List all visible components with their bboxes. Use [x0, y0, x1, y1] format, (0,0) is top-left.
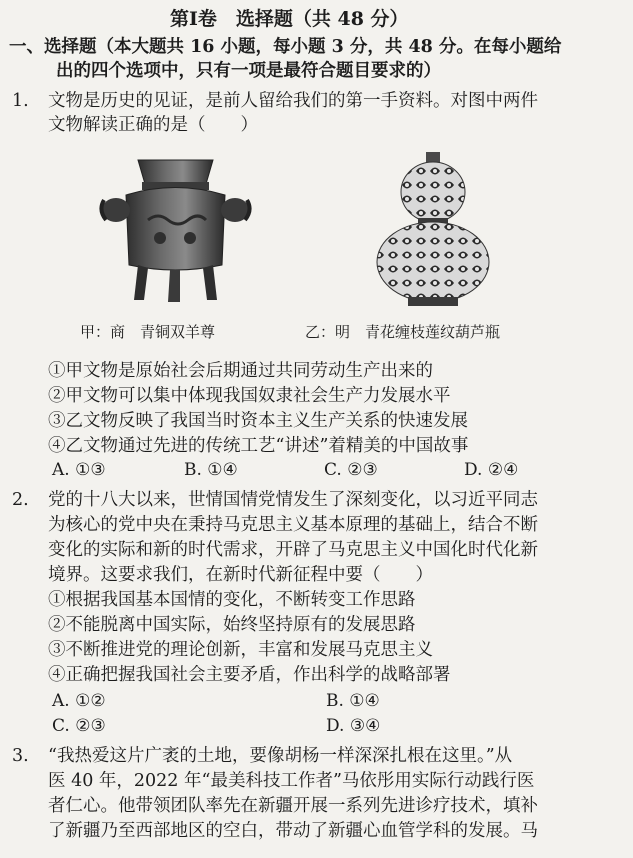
q1-number: 1.	[12, 91, 29, 111]
q2-number: 2.	[12, 490, 29, 510]
q1-item-4: ④乙文物通过先进的传统工艺“讲述”着精美的中国故事	[48, 436, 469, 456]
q1-item-1: ①甲文物是原始社会后期通过共同劳动生产出来的	[48, 361, 433, 381]
q2-option-d[interactable]: D. ③④	[326, 716, 381, 736]
q1-option-b[interactable]: B. ①④	[184, 460, 238, 480]
q2-item-1: ①根据我国基本国情的变化，不断转变工作思路	[48, 590, 416, 610]
artifact-a-caption: 甲：商 青铜双羊尊	[80, 323, 216, 341]
q3-stem-line-2: 医 40 年，2022 年“最美科技工作者”马依彤用实际行动践行医	[48, 771, 535, 791]
section-instruction-line-1: 一、选择题（本大题共 16 小题，每小题 3 分，共 48 分。在每小题给	[9, 37, 562, 57]
q1-option-d[interactable]: D. ②④	[464, 460, 519, 480]
artifact-b-caption: 乙：明 青花缠枝莲纹葫芦瓶	[305, 323, 501, 341]
blue-white-gourd-vase-image	[372, 150, 494, 308]
q1-stem-line-1: 文物是历史的见证，是前人留给我们的第一手资料。对图中两件	[48, 91, 538, 111]
section-title: 第Ⅰ卷 选择题（共 48 分）	[170, 8, 409, 30]
q3-stem-line-1: “我热爱这片广袤的土地，要像胡杨一样深深扎根在这里。”从	[48, 746, 513, 766]
q3-stem-line-4: 了新疆乃至西部地区的空白，带动了新疆心血管学科的发展。马	[48, 821, 538, 841]
q2-item-3: ③不断推进党的理论创新，丰富和发展马克思主义	[48, 640, 433, 660]
q2-stem-line-1: 党的十八大以来，世情国情党情发生了深刻变化，以习近平同志	[48, 490, 538, 510]
section-instruction-line-2: 出的四个选项中，只有一项是最符合题目要求的）	[56, 61, 441, 81]
bronze-double-ram-zun-image	[98, 150, 253, 305]
q1-option-c[interactable]: C. ②③	[324, 460, 378, 480]
q2-stem-line-3: 变化的实际和新的时代需求，开辟了马克思主义中国化时代化新	[48, 540, 538, 560]
q1-item-3: ③乙文物反映了我国当时资本主义生产关系的快速发展	[48, 411, 468, 431]
q2-option-b[interactable]: B. ①④	[326, 691, 380, 711]
q3-stem-line-3: 者仁心。他带领团队率先在新疆开展一系列先进诊疗技术，填补	[48, 796, 538, 816]
q2-item-4: ④正确把握我国社会主要矛盾，作出科学的战略部署	[48, 665, 451, 685]
q1-option-a[interactable]: A. ①③	[52, 460, 106, 480]
q2-item-2: ②不能脱离中国实际，始终坚持原有的发展思路	[48, 615, 416, 635]
q2-option-a[interactable]: A. ①②	[52, 691, 106, 711]
q2-option-c[interactable]: C. ②③	[52, 716, 106, 736]
q1-item-2: ②甲文物可以集中体现我国奴隶社会生产力发展水平	[48, 386, 451, 406]
q3-number: 3.	[12, 746, 29, 766]
q2-stem-line-2: 为核心的党中央在秉持马克思主义基本原理的基础上，结合不断	[48, 515, 538, 535]
q1-stem-line-2: 文物解读正确的是（ ）	[48, 115, 258, 135]
q2-stem-line-4: 境界。这要求我们，在新时代新征程中要（ ）	[48, 565, 433, 585]
